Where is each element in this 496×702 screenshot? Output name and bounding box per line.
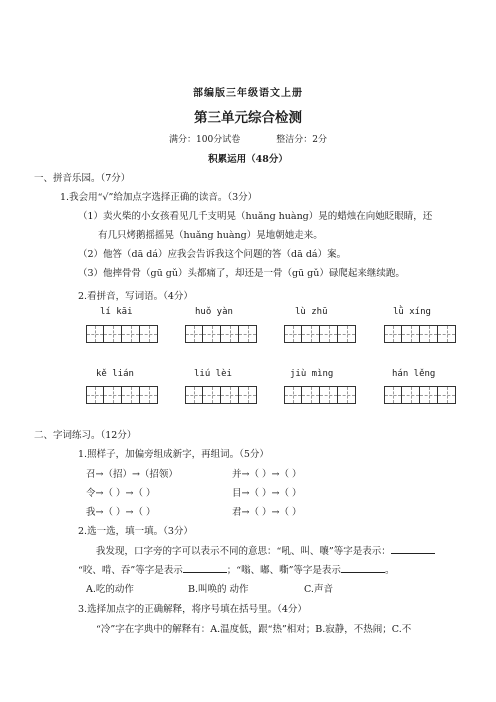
writing-box[interactable] [221,386,239,404]
q2-2-line2 [78,562,394,576]
q1-prompt: 1.我会用“√”给加点字选择正确的读音。（3分） [60,192,258,203]
radical-left[interactable]: 我→（ ）→（ ） [86,507,156,518]
writing-box[interactable] [338,325,356,343]
radical-right[interactable]: 君→（ ）→（ ） [232,507,302,518]
answer-blank[interactable] [183,564,227,573]
answer-grid[interactable] [185,325,257,343]
writing-box[interactable] [302,386,320,404]
writing-box[interactable] [302,325,320,343]
writing-box[interactable] [203,325,221,343]
writing-box[interactable] [185,386,203,404]
writing-box[interactable] [284,325,302,343]
writing-box[interactable] [86,325,104,343]
q2-2-text: “咬、啃、吞”等字是表示 [78,565,183,576]
q2-2-text: 。 [384,565,395,576]
writing-box[interactable] [122,386,140,404]
radical-left: 召→（招）→（招领） [86,469,178,480]
writing-box[interactable] [86,386,104,404]
writing-box[interactable] [185,325,203,343]
pinyin-label: lù zhū [295,307,328,317]
writing-box[interactable] [420,386,438,404]
series-title: 部编版三年级语文上册 [193,88,303,99]
q2-2-text: ；“嗡、嘟、嘶”等字是表示 [226,565,341,576]
writing-box[interactable] [438,325,456,343]
radical-right[interactable]: 目→（ ）→（ ） [232,488,302,499]
writing-box[interactable] [221,325,239,343]
pinyin-label: liú lèi [194,369,232,379]
writing-box[interactable] [420,325,438,343]
writing-box[interactable] [338,386,356,404]
writing-box[interactable] [104,386,122,404]
pinyin-label: huǒ yàn [195,307,233,317]
writing-box[interactable] [239,325,257,343]
answer-blank[interactable] [391,545,435,554]
q2-2-prompt: 2.选一选，填一填。（3分） [78,526,193,537]
page-title: 第三单元综合检测 [194,110,302,126]
neatness-score: 整洁分：2分 [276,135,327,145]
writing-box[interactable] [122,325,140,343]
answer-grid[interactable] [185,386,257,404]
radical-right[interactable]: 并→（ ）→（ ） [232,469,302,480]
answer-grid[interactable] [384,325,456,343]
answer-grid[interactable] [384,386,456,404]
option-b: B.叫唤的 动作 [188,584,249,595]
q1-line1: （1）卖火柴的小女孩看见几千支明晃（huǎng huàng）晃的蜡烛在向她眨眼睛，还 [78,211,433,222]
answer-grid[interactable] [284,386,356,404]
answer-grid[interactable] [86,325,158,343]
writing-box[interactable] [284,386,302,404]
pinyin-label: lí kāi [100,307,133,317]
writing-box[interactable] [140,386,158,404]
writing-box[interactable] [104,325,122,343]
full-score: 满分：100分试卷 [169,135,241,145]
q2-2-line1 [96,543,435,557]
q2-prompt: 2.看拼音，写词语。（4分） [78,291,193,302]
pinyin-label: kě lián [96,369,134,379]
score-info [0,132,496,145]
option-c: C.声音 [304,584,333,595]
answer-blank[interactable] [341,564,385,573]
writing-box[interactable] [239,386,257,404]
writing-box[interactable] [140,325,158,343]
q2-2-text: 我发现，口字旁的字可以表示不同的意思：“吼、叫、嚷”等字是表示： [96,546,391,557]
answer-grid[interactable] [86,386,158,404]
writing-box[interactable] [320,386,338,404]
option-a: A.吃的动作 [86,584,134,595]
q2-3-prompt: 3.选择加点字的正确解释，将序号填在括号里。（4分） [78,604,307,615]
pinyin-label: hán lěng [392,369,436,379]
writing-box[interactable] [320,325,338,343]
part2-heading: 二、字词练习。（12分） [34,430,137,441]
answer-grid[interactable] [284,325,356,343]
writing-box[interactable] [384,325,402,343]
writing-box[interactable] [384,386,402,404]
q1-line1b: 有几只烤鹅摇摇晃（huǎng huàng）晃地朝她走来。 [98,230,323,241]
writing-box[interactable] [402,386,420,404]
q2-1-prompt: 1.照样子，加偏旁组成新字，再组词。（5分） [78,449,269,460]
pinyin-label: lǜ xíng [393,307,431,317]
q1-line2: （2）他答（dā dá）应我会告诉我这个问题的答（dā dá）案。 [78,249,347,260]
writing-box[interactable] [203,386,221,404]
pinyin-label: jiù mìng [290,369,334,379]
radical-left[interactable]: 令→（ ）→（ ） [86,488,156,499]
q2-3-line1: “冷”字在字典中的解释有：A.温度低，跟“热”相对；B.寂静，不热闹；C.不 [96,624,412,635]
q1-line3: （3）他摔骨骨（gū gǔ）头都痛了，却还是一骨（gū gǔ）碌爬起来继续跑。 [78,268,405,279]
section-title: 积累运用（48分） [208,154,288,165]
writing-box[interactable] [402,325,420,343]
part1-heading: 一、拼音乐园。（7分） [34,173,131,184]
writing-box[interactable] [438,386,456,404]
